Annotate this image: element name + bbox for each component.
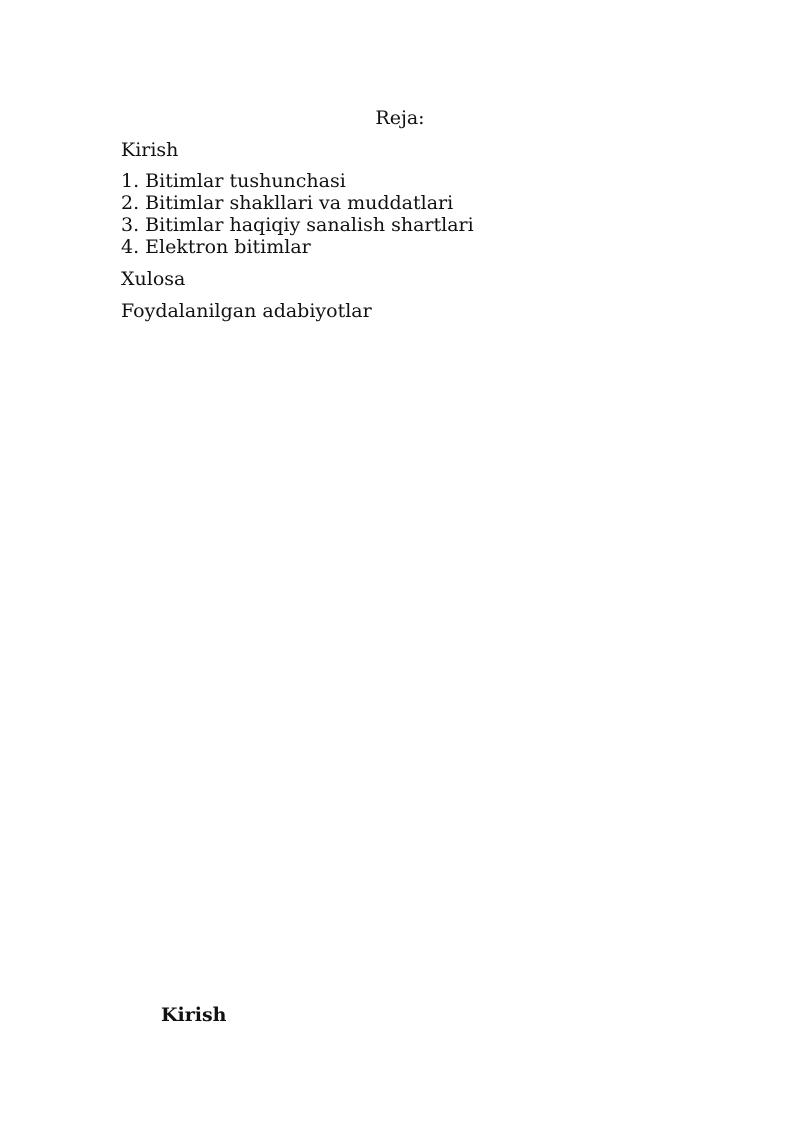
plan-entry-references: Foydalanilgan adabiyotlar bbox=[121, 300, 372, 322]
section-heading: Kirish bbox=[161, 1004, 227, 1026]
chapter-item: 4. Elektron bitimlar bbox=[121, 236, 311, 258]
plan-title: Reja: bbox=[375, 107, 425, 129]
chapter-item: 3. Bitimlar haqiqiy sanalish shartlari bbox=[121, 214, 474, 236]
chapter-item: 2. Bitimlar shakllari va muddatlari bbox=[121, 192, 454, 214]
chapter-item: 1. Bitimlar tushunchasi bbox=[121, 170, 346, 192]
plan-entry-intro: Kirish bbox=[121, 139, 179, 161]
plan-entry-conclusion: Xulosa bbox=[121, 268, 186, 290]
chapter-list bbox=[121, 170, 474, 258]
